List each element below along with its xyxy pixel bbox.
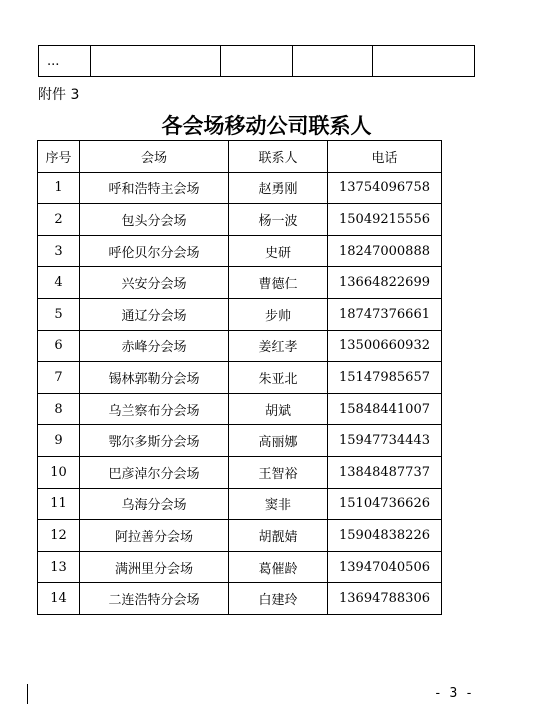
row-phone: 13664822699: [328, 267, 442, 299]
row-venue: 通辽分会场: [80, 298, 229, 330]
row-index: 6: [38, 330, 80, 362]
row-venue: 兴安分会场: [80, 267, 229, 299]
row-contact: 王智裕: [229, 456, 328, 488]
row-contact: 白建玲: [229, 583, 328, 615]
row-contact: 姜红孝: [229, 330, 328, 362]
row-venue: 满洲里分会场: [80, 551, 229, 583]
row-index: 9: [38, 425, 80, 457]
row-contact: 赵勇刚: [229, 172, 328, 204]
attachment-label: 附件 3: [38, 87, 80, 103]
row-phone: 13694788306: [328, 583, 442, 615]
empty-cell: [293, 46, 373, 77]
row-venue: 包头分会场: [80, 204, 229, 236]
row-venue: 阿拉善分会场: [80, 520, 229, 552]
table-row: [38, 235, 442, 267]
row-index: 14: [38, 583, 80, 615]
row-contact: 胡靓婧: [229, 520, 328, 552]
row-index: 10: [38, 456, 80, 488]
row-venue: 乌兰察布分会场: [80, 393, 229, 425]
table-row: [38, 298, 442, 330]
row-venue: 锡林郭勒分会场: [80, 362, 229, 394]
row-index: 1: [38, 172, 80, 204]
empty-cell: [220, 46, 293, 77]
row-venue: 乌海分会场: [80, 488, 229, 520]
ellipsis-cell: ...: [39, 46, 91, 77]
contacts-table-body: [38, 172, 442, 614]
table-row: [38, 204, 442, 236]
header-contact: 联系人: [229, 141, 328, 173]
row-index: 7: [38, 362, 80, 394]
page-number: - 3 -: [433, 686, 473, 701]
row-phone: 15104736626: [328, 488, 442, 520]
row-index: 12: [38, 520, 80, 552]
row-contact: 史研: [229, 235, 328, 267]
row-index: 3: [38, 235, 80, 267]
row-index: 13: [38, 551, 80, 583]
row-index: 5: [38, 298, 80, 330]
row-index: 4: [38, 267, 80, 299]
row-phone: 13848487737: [328, 456, 442, 488]
row-phone: 15947734443: [328, 425, 442, 457]
row-index: 2: [38, 204, 80, 236]
page-title: 各会场移动公司联系人: [161, 114, 372, 138]
row-phone: 13947040506: [328, 551, 442, 583]
row-phone: 18747376661: [328, 298, 442, 330]
table-row: [38, 330, 442, 362]
table-row: [38, 172, 442, 204]
row-phone: 15147985657: [328, 362, 442, 394]
row-venue: 二连浩特分会场: [80, 583, 229, 615]
row-venue: 呼伦贝尔分会场: [80, 235, 229, 267]
row-venue: 鄂尔多斯分会场: [80, 425, 229, 457]
table-row: [38, 425, 442, 457]
table-row: [38, 583, 442, 615]
row-phone: 15049215556: [328, 204, 442, 236]
contacts-table: [37, 140, 442, 615]
binding-margin-line: [27, 684, 28, 704]
row-venue: 呼和浩特主会场: [80, 172, 229, 204]
row-venue: 巴彦淖尔分会场: [80, 456, 229, 488]
previous-table-tail: [38, 45, 475, 77]
row-contact: 胡斌: [229, 393, 328, 425]
table-row: [38, 362, 442, 394]
header-phone: 电话: [328, 141, 442, 173]
row-index: 8: [38, 393, 80, 425]
row-phone: 15904838226: [328, 520, 442, 552]
row-phone: 13754096758: [328, 172, 442, 204]
table-row: [38, 267, 442, 299]
row-contact: 朱亚北: [229, 362, 328, 394]
table-header-row: [38, 141, 442, 173]
table-row: [39, 46, 475, 77]
table-row: [38, 551, 442, 583]
table-row: [38, 393, 442, 425]
row-contact: 步帅: [229, 298, 328, 330]
empty-cell: [373, 46, 475, 77]
row-venue: 赤峰分会场: [80, 330, 229, 362]
row-contact: 高丽娜: [229, 425, 328, 457]
row-phone: 15848441007: [328, 393, 442, 425]
header-venue: 会场: [80, 141, 229, 173]
row-contact: 葛催龄: [229, 551, 328, 583]
header-index: 序号: [38, 141, 80, 173]
table-row: [38, 520, 442, 552]
row-index: 11: [38, 488, 80, 520]
table-row: [38, 456, 442, 488]
empty-cell: [90, 46, 220, 77]
row-phone: 13500660932: [328, 330, 442, 362]
row-contact: 曹德仁: [229, 267, 328, 299]
table-row: [38, 488, 442, 520]
row-phone: 18247000888: [328, 235, 442, 267]
row-contact: 杨一波: [229, 204, 328, 236]
row-contact: 窦非: [229, 488, 328, 520]
